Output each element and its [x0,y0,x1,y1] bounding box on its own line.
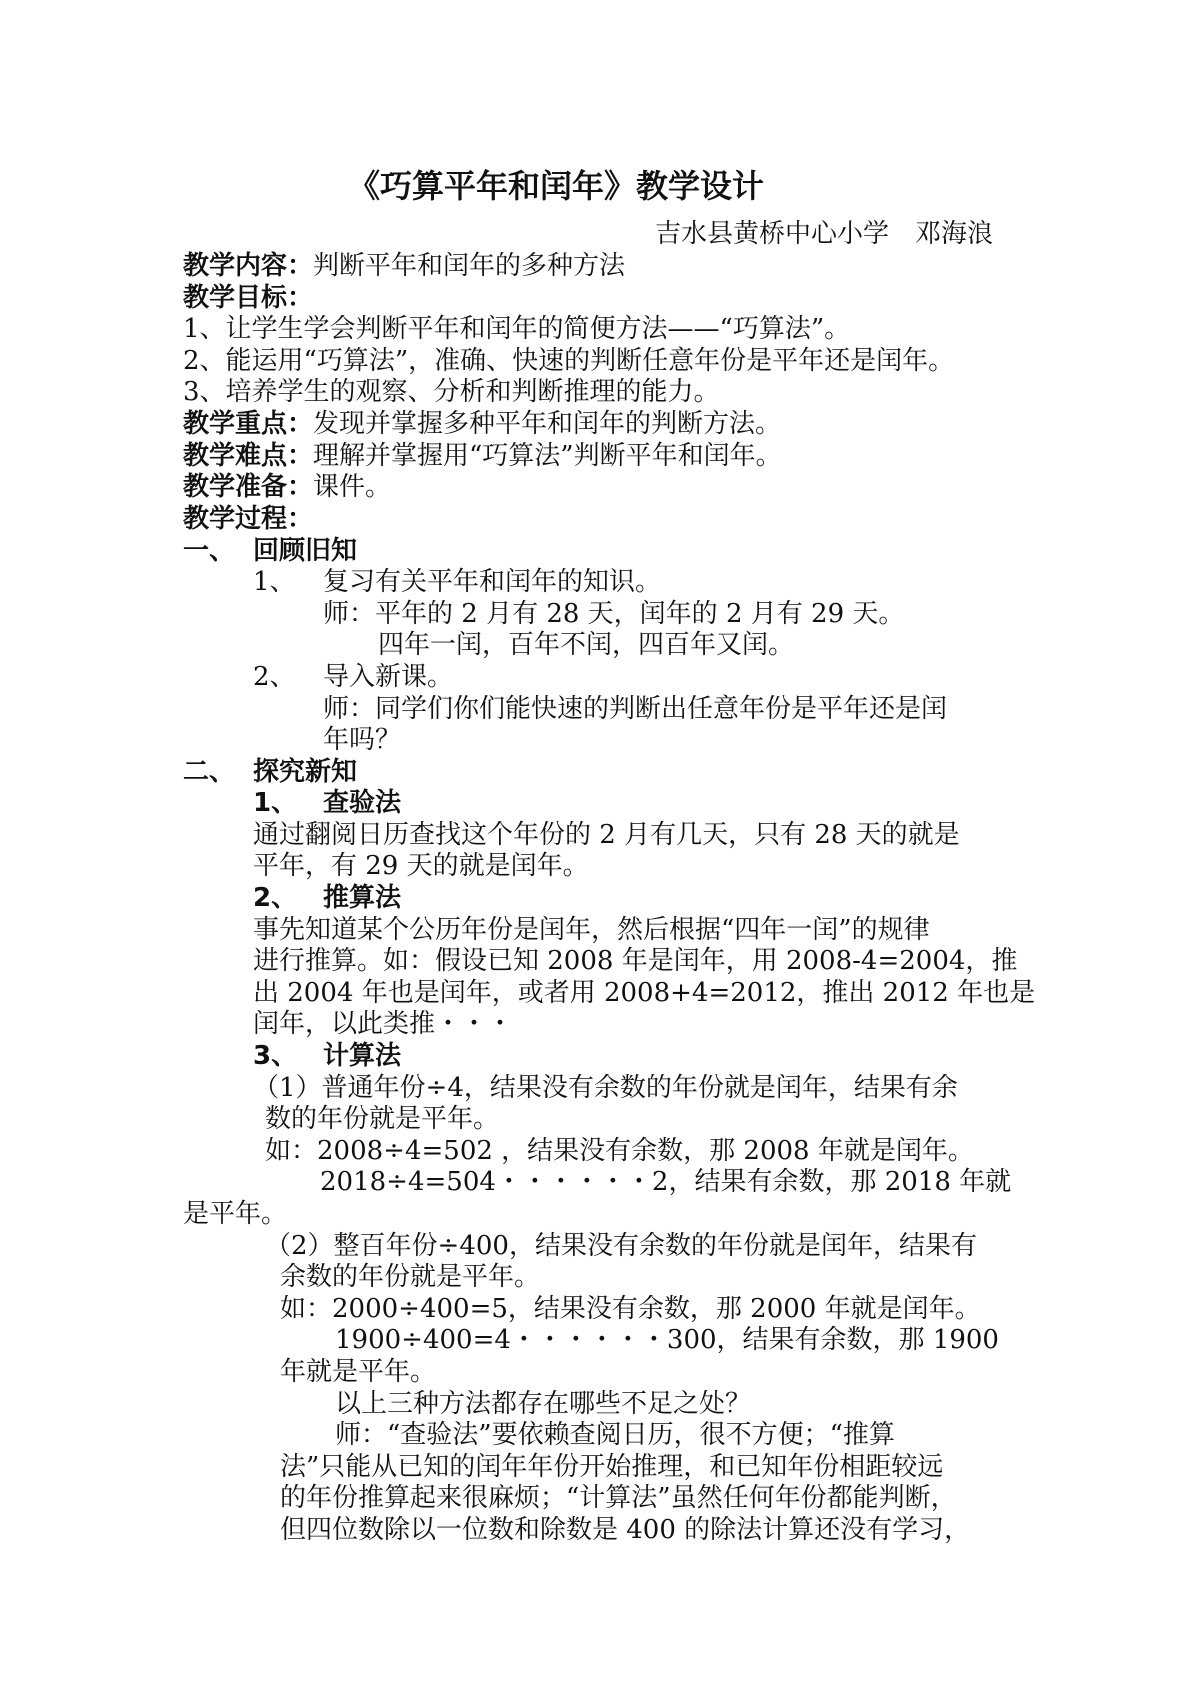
question-line: 以上三种方法都存在哪些不足之处？ [335,1389,752,1419]
preparation-label: 教学准备： [183,472,314,502]
content-text: 判断平年和闰年的多种方法 [313,251,626,281]
difficulty-text: 理解并掌握用“巧算法”判断平年和闰年。 [313,441,782,471]
part2-example2-line2: 年就是平年。 [280,1357,437,1387]
method2-line4: 闰年，以此类推・・・ [253,1009,514,1039]
part2-line2: 余数的年份就是平年。 [280,1262,541,1292]
goal-item-2: 2、能运用“巧算法”，准确、快速的判断任意年份是平年还是闰年。 [183,346,955,376]
preparation-row [183,471,391,503]
page-title: 《巧算平年和闰年》教学设计 [348,167,765,205]
section1-num: 一、 [183,536,236,566]
section1-item2-text: 导入新课。 [323,662,454,692]
part1-example1: 如：2008÷4=502 ，结果没有余数，那 2008 年就是闰年。 [265,1136,974,1166]
method1-title: 查验法 [323,788,402,818]
preparation-text: 课件。 [313,472,392,502]
part1-example2-line1: 2018÷4=504・・・・・・2，结果有余数，那 2018 年就 [320,1167,1012,1197]
answer-line1: 师：“查验法”要依赖查阅日历，很不方便；“推算 [335,1420,895,1450]
part2-line1: （2）整百年份÷400，结果没有余数的年份就是闰年，结果有 [265,1231,977,1261]
method2-line1: 事先知道某个公历年份是闰年，然后根据“四年一闰”的规律 [253,915,930,945]
section1-teacher2-line1: 师：同学们你们能快速的判断出任意年份是平年还是闰 [323,694,948,724]
section1-heading: 回顾旧知 [253,536,358,566]
section1-item1-text: 复习有关平年和闰年的知识。 [323,567,662,597]
method1-line1: 通过翻阅日历查找这个年份的 2 月有几天，只有 28 天的就是 [253,820,960,850]
content-row [183,250,625,282]
section1-teacher1-line1: 师：平年的 2 月有 28 天，闰年的 2 月有 29 天。 [323,599,905,629]
content-label: 教学内容： [183,251,314,281]
section1-teacher1-line2: 四年一闰，百年不闰，四百年又闰。 [378,630,795,660]
method3-title: 计算法 [323,1041,402,1071]
key-point-text: 发现并掌握多种平年和闰年的判断方法。 [313,409,782,439]
method2-line3: 出 2004 年也是闰年，或者用 2008+4=2012，推出 2012 年也是 [253,978,1036,1008]
answer-line4: 但四位数除以一位数和除数是 400 的除法计算还没有学习， [280,1515,971,1545]
difficulty-row [183,440,782,472]
answer-line2: 法”只能从已知的闰年年份开始推理，和已知年份相距较远 [280,1452,944,1482]
part1-example2-line2: 是平年。 [183,1199,288,1229]
process-label: 教学过程： [183,504,314,534]
method2-title: 推算法 [323,883,402,913]
key-point-label: 教学重点： [183,409,314,439]
section1-item1-num: 1、 [253,567,296,597]
section1-item2-num: 2、 [253,662,296,692]
goals-label: 教学目标： [183,283,314,313]
part2-example2-line1: 1900÷400=4・・・・・・300，结果有余数，那 1900 [335,1325,999,1355]
method1-line2: 平年，有 29 天的就是闰年。 [253,851,589,881]
difficulty-label: 教学难点： [183,441,314,471]
answer-line3: 的年份推算起来很麻烦；“计算法”虽然任何年份都能判断， [280,1483,957,1513]
key-point-row [183,408,781,440]
method3-num: 3、 [253,1041,298,1071]
method1-num: 1、 [253,788,298,818]
section2-num: 二、 [183,757,236,787]
goal-item-1: 1、让学生学会判断平年和闰年的简便方法——“巧算法”。 [183,314,851,344]
section1-teacher2-line2: 年吗？ [323,725,402,755]
section2-heading: 探究新知 [253,757,358,787]
method2-num: 2、 [253,883,298,913]
author-line: 吉水县黄桥中心小学 邓海浪 [655,219,994,249]
part2-example1: 如：2000÷400=5，结果没有余数，那 2000 年就是闰年。 [280,1294,981,1324]
method2-line2: 进行推算。如：假设已知 2008 年是闰年，用 2008-4=2004，推 [253,946,1018,976]
goal-item-3: 3、培养学生的观察、分析和判断推理的能力。 [183,377,720,407]
part1-line2: 数的年份就是平年。 [265,1104,500,1134]
part1-line1: （1）普通年份÷4，结果没有余数的年份就是闰年，结果有余 [253,1073,958,1103]
